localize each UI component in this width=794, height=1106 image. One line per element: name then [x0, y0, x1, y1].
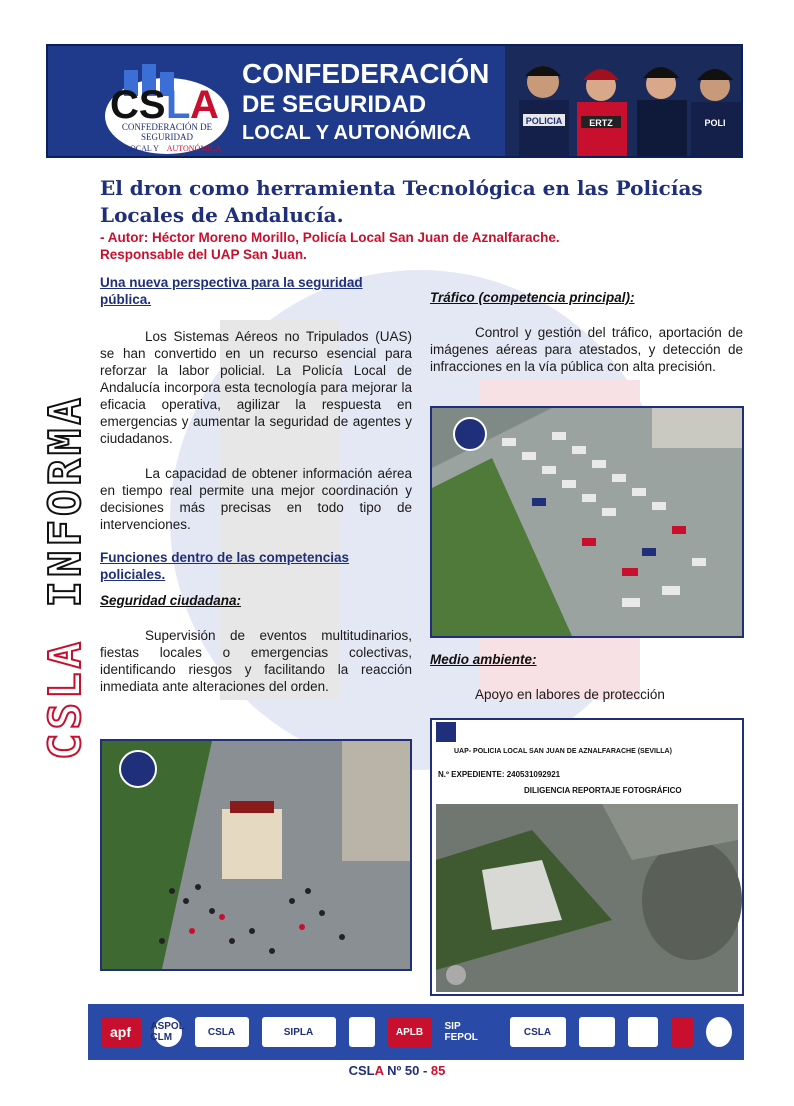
report-title: DILIGENCIA REPORTAJE FOTOGRÁFICO: [524, 786, 682, 795]
header-title-line1: CONFEDERACIÓN: [242, 58, 490, 89]
left-column: [100, 274, 412, 695]
subheading-seguridad-ciudadana: Seguridad ciudadana:: [100, 593, 242, 608]
author-line2: Responsable del UAP San Juan.: [100, 247, 307, 262]
page-num: 85: [430, 1063, 446, 1078]
page-prefix: CSL: [348, 1063, 375, 1078]
svg-text:POLI: POLI: [704, 118, 726, 128]
report-expediente: N.º EXPEDIENTE: 240531092921: [438, 770, 561, 779]
right-column-bottom: [430, 651, 743, 703]
subheading-medio-ambiente: Medio ambiente:: [430, 652, 537, 667]
svg-text:L: L: [166, 83, 191, 127]
svg-text:LOCAL Y: LOCAL Y: [125, 144, 159, 153]
right-column-top: [430, 289, 743, 375]
header-banner: [46, 44, 743, 158]
paragraph-trafico: Control y gestión del tráfico, aportación de imágenes aéreas para atestados, y detección de infracciones en la vía pública con alta precisión.: [430, 325, 743, 374]
procession-aerial-image: [102, 741, 410, 969]
parking-lot-photo: [430, 406, 744, 638]
paragraph-informacion-aerea: La capacidad de obtener información aérea en tiempo real permite una mejor coordinación y decisiones más precisas en todo tipo de intervenciones.: [100, 466, 412, 532]
footer-logo-aplb: APLB: [388, 1017, 432, 1047]
article-author: [100, 229, 750, 263]
svg-text:ERTZ: ERTZ: [589, 118, 613, 128]
footer-logo-csla-1: CSLA: [195, 1017, 249, 1047]
section-title-perspectiva: Una nueva perspectiva para la seguridad pública.: [100, 275, 363, 307]
report-document-image: [432, 720, 742, 994]
footer-logo-sipla: SIPLA: [262, 1017, 336, 1047]
sidebar-csla-informa: [40, 394, 91, 760]
footer-logo-shield-2: [628, 1017, 658, 1047]
officers-photo: [505, 46, 741, 158]
footer-logo-badge: [579, 1017, 615, 1047]
header-title-line2: DE SEGURIDAD: [242, 91, 427, 118]
sidebar-label-csla: CSLA: [40, 638, 91, 760]
footer-logo-apf: apf: [101, 1017, 141, 1047]
sidebar-label-informa: INFORMA: [40, 394, 91, 639]
svg-text:SEGURIDAD: SEGURIDAD: [140, 132, 194, 142]
paragraph-medio-ambiente: Apoyo en labores de protección: [475, 687, 665, 702]
paragraph-uas: Los Sistemas Aéreos no Tripulados (UAS) se han convertido en un recurso esencial para reforzar la labor policial. La Policía Local de Andalucía incorpora esta tecnología para mejorar la eficacia operativa, agilizar la respuesta en emergencias y aumentar la seguridad de agentes y ciudadanos.: [100, 329, 412, 446]
footer-logo-sip-fepol: SIP FEPOL: [444, 1021, 478, 1043]
svg-text:CONFEDERACIÓN DE: CONFEDERACIÓN DE: [121, 122, 213, 132]
report-unit: UAP- POLICIA LOCAL SAN JUAN DE AZNALFARACHE (SEVILLA): [454, 748, 672, 755]
header-title-line3: LOCAL Y AUTONÓMICA: [242, 122, 471, 144]
procession-photo: [100, 739, 412, 971]
footer-logos: [88, 1004, 744, 1060]
subheading-trafico: Tráfico (competencia principal):: [430, 290, 635, 305]
csla-logo: [102, 60, 232, 156]
paragraph-seguridad-ciudadana: Supervisión de eventos multitudinarios, fiestas locales o emergencias colectivas, identificando riesgos y facilitando la reacción inmediata ante alteraciones del orden.: [100, 628, 412, 694]
footer-logo-shield-3: [671, 1017, 693, 1047]
page-prefix-red: A: [374, 1063, 384, 1078]
header-title: [242, 58, 489, 146]
report-document-photo: [430, 718, 744, 996]
section-title-funciones: Funciones dentro de las competencias policiales.: [100, 550, 350, 582]
page-number: [0, 1063, 794, 1078]
footer-logo-shield-1: [349, 1017, 375, 1047]
svg-text:POLICIA: POLICIA: [525, 116, 563, 126]
author-line1: - Autor: Héctor Moreno Morillo, Policía Local San Juan de Aznalfarache.: [100, 230, 560, 245]
svg-text:CS: CS: [110, 83, 166, 127]
footer-logo-aspol: ASPOL CLM: [154, 1017, 182, 1047]
svg-text:AUTONÓMICA: AUTONÓMICA: [166, 144, 222, 153]
parking-aerial-image: [432, 408, 742, 636]
footer-logo-round: [706, 1017, 732, 1047]
svg-text:A: A: [190, 83, 219, 127]
page-issue: Nº 50 -: [383, 1063, 431, 1078]
footer-logo-csla-2: CSLA: [510, 1017, 566, 1047]
article-headline: El dron como herramienta Tecnológica en las Policías Locales de Andalucía.: [100, 176, 703, 227]
